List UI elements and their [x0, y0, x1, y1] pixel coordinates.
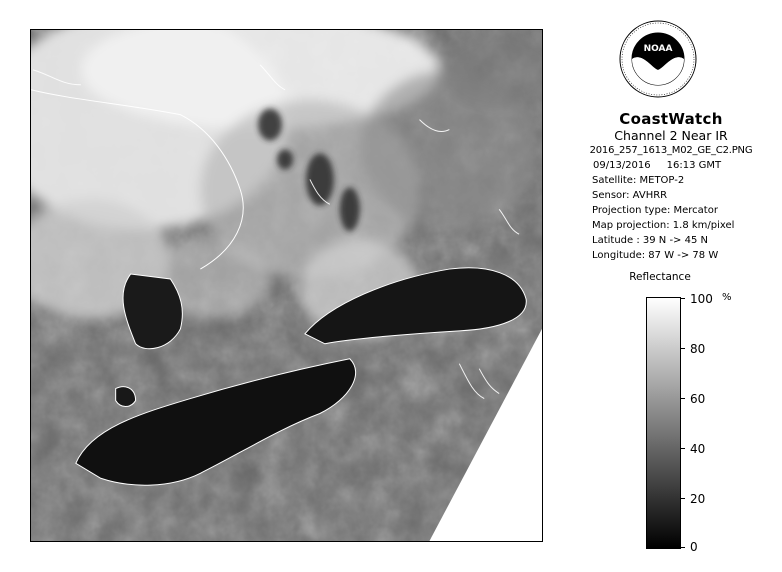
satellite-image: [30, 29, 543, 542]
channel-label: Channel 2 Near IR: [614, 128, 728, 143]
date-time-line: [560, 158, 782, 173]
colorbar-tick: [680, 298, 685, 299]
latitude-line: Latitude : 39 N -> 45 N: [592, 235, 708, 246]
colorbar-tick: [680, 498, 685, 499]
map-projection-line: Map projection: 1.8 km/pixel: [592, 220, 735, 231]
satellite-line: Satellite: METOP-2: [592, 175, 685, 186]
colorbar-tick-label: 80: [690, 342, 706, 356]
colorbar-tick-label: 20: [690, 492, 706, 506]
colorbar-tick: [680, 448, 685, 449]
colorbar-tick-label: 100: [690, 292, 713, 306]
satellite-image-canvas: [31, 30, 542, 541]
date-text: 09/13/2016: [593, 160, 651, 171]
colorbar-tick-label: 60: [690, 392, 706, 406]
noaa-logo: [619, 18, 697, 100]
colorbar-tick-label: 40: [690, 442, 706, 456]
time-text: 16:13 GMT: [666, 160, 722, 171]
colorbar-unit: %: [722, 292, 732, 303]
sensor-line: Sensor: AVHRR: [592, 190, 668, 201]
brand-title: CoastWatch: [619, 110, 723, 128]
colorbar-label: Reflectance: [629, 271, 691, 283]
colorbar-tick: [680, 398, 685, 399]
colorbar-tick-label: 0: [690, 540, 698, 554]
longitude-line: Longitude: 87 W -> 78 W: [592, 250, 719, 261]
projection-type-line: Projection type: Mercator: [592, 205, 718, 216]
product-info: [560, 110, 782, 263]
colorbar-tick: [680, 348, 685, 349]
colorbar: [646, 297, 681, 549]
colorbar-tick: [680, 547, 685, 548]
logo-text: NOAA: [643, 44, 673, 54]
file-name: 2016_257_1613_M02_GE_C2.PNG: [589, 145, 753, 156]
